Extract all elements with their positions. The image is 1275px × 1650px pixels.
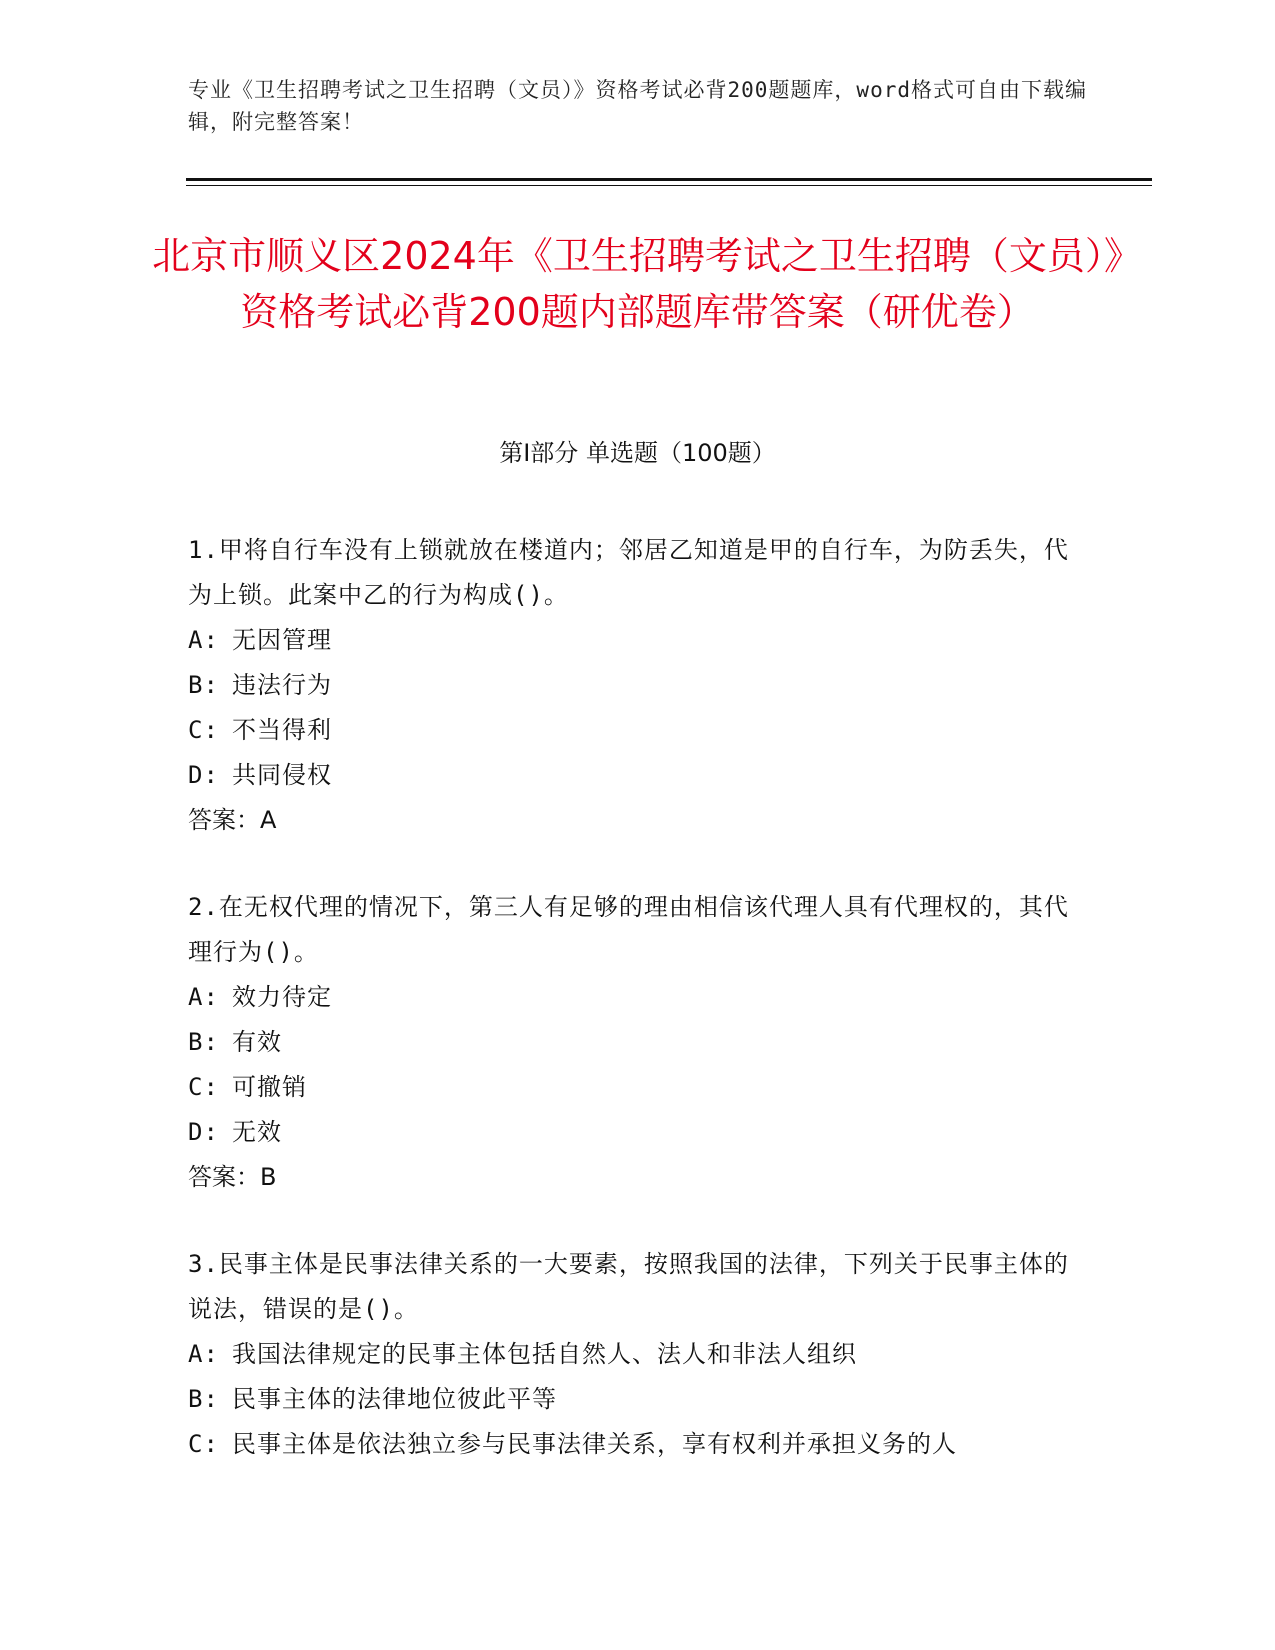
- question-2: [188, 885, 1088, 1200]
- header-rule-thick: [186, 178, 1152, 181]
- option-letter: A:: [188, 1340, 219, 1368]
- option-c: [188, 708, 1088, 753]
- option-b: [188, 663, 1088, 708]
- option-letter: D:: [188, 761, 219, 789]
- option-text: 我国法律规定的民事主体包括自然人、法人和非法人组织: [232, 1340, 857, 1368]
- option-a: [188, 1332, 1088, 1377]
- option-text: 无效: [232, 1118, 282, 1146]
- option-text: 共同侵权: [232, 761, 332, 789]
- question-3: [188, 1242, 1088, 1467]
- option-b: [188, 1377, 1088, 1422]
- option-text: 不当得利: [232, 716, 332, 744]
- option-d: [188, 1110, 1088, 1155]
- section-title: 第Ⅰ部分 单选题（100题）: [499, 439, 776, 467]
- option-text: 民事主体的法律地位彼此平等: [232, 1385, 557, 1413]
- option-letter: C:: [188, 716, 219, 744]
- option-letter: A:: [188, 983, 219, 1011]
- option-text: 民事主体是依法独立参与民事法律关系，享有权利并承担义务的人: [232, 1430, 957, 1458]
- option-c: [188, 1422, 1088, 1467]
- question-list: [188, 528, 1088, 1509]
- option-letter: B:: [188, 1028, 219, 1056]
- answer: 答案：A: [188, 806, 277, 834]
- question-stem: 1.甲将自行车没有上锁就放在楼道内；邻居乙知道是甲的自行车，为防丢失，代为上锁。此案中乙的行为构成()。: [188, 536, 1069, 609]
- header-note: 专业《卫生招聘考试之卫生招聘（文员）》资格考试必背200题题库，word格式可自由下载编辑，附完整答案！: [188, 78, 1087, 134]
- option-c: [188, 1065, 1088, 1110]
- option-letter: B:: [188, 671, 219, 699]
- option-a: [188, 618, 1088, 663]
- option-letter: C:: [188, 1073, 219, 1101]
- option-text: 违法行为: [232, 671, 332, 699]
- option-text: 效力待定: [232, 983, 332, 1011]
- option-text: 无因管理: [232, 626, 332, 654]
- header-rule-thin: [186, 185, 1152, 186]
- option-letter: D:: [188, 1118, 219, 1146]
- question-stem: 3.民事主体是民事法律关系的一大要素，按照我国的法律，下列关于民事主体的说法，错误的是()。: [188, 1250, 1069, 1323]
- option-d: [188, 753, 1088, 798]
- document-title: 北京市顺义区2024年《卫生招聘考试之卫生招聘（文员）》资格考试必背200题内部题库带答案（研优卷）: [152, 234, 1123, 334]
- option-letter: B:: [188, 1385, 219, 1413]
- option-letter: C:: [188, 1430, 219, 1458]
- question-stem: 2.在无权代理的情况下，第三人有足够的理由相信该代理人具有代理权的，其代理行为()。: [188, 893, 1069, 966]
- answer: 答案：B: [188, 1163, 277, 1191]
- option-text: 可撤销: [232, 1073, 307, 1101]
- option-text: 有效: [232, 1028, 282, 1056]
- option-letter: A:: [188, 626, 219, 654]
- option-a: [188, 975, 1088, 1020]
- question-1: [188, 528, 1088, 843]
- option-b: [188, 1020, 1088, 1065]
